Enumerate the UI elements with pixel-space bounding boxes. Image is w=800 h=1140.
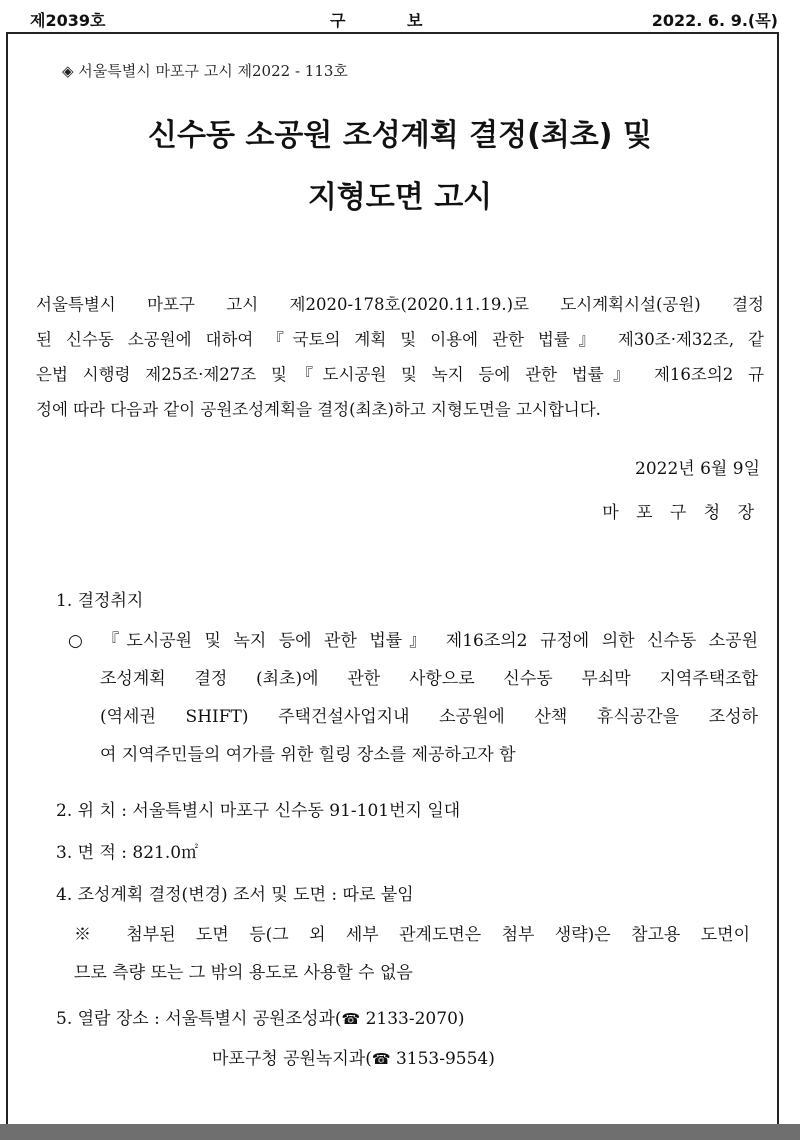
bottom-bar xyxy=(0,1124,800,1140)
page-header xyxy=(0,0,800,30)
publication-date: 2022. 6. 9.(목) xyxy=(651,11,778,30)
section-3-area: 3. 면 적 : 821.0㎡ xyxy=(56,843,199,863)
section-1-line: 여 지역주민들의 여가를 위한 힐링 장소를 제공하고자 함 xyxy=(100,745,516,765)
section-1-line: 조성계획 결정 (최초)에 관한 사항으로 신수동 무쇠막 지역주택조합 xyxy=(100,669,758,689)
section-5-viewing-place-2 xyxy=(212,1044,495,1069)
issue-number: 제2039호 xyxy=(30,11,106,30)
viewing-place-2-phone: 3153-9554) xyxy=(395,1049,495,1069)
intro-paragraph xyxy=(36,287,764,427)
intro-line: 정에 따라 다음과 같이 공원조성계획을 결정(최초)하고 지형도면을 고시합니다. xyxy=(36,400,601,419)
signature-date: 2022년 6월 9일 xyxy=(635,459,760,479)
section-5-viewing-place xyxy=(56,1004,465,1029)
section-1-line: (역세권 SHIFT) 주택건설사업지내 소공원에 산책 휴식공간을 조성하 xyxy=(100,707,758,727)
phone-icon: ☎ xyxy=(341,1010,361,1028)
title-line-1: 신수동 소공원 조성계획 결정(최초) 및 xyxy=(148,118,652,153)
viewing-place-1-phone: 2133-2070) xyxy=(365,1009,465,1029)
publication-name: 구 보 xyxy=(330,11,451,30)
title-line-2: 지형도면 고시 xyxy=(307,180,493,215)
section-4-note xyxy=(74,916,750,992)
section-2-location: 2. 위 치 : 서울특별시 마포구 신수동 91-101번지 일대 xyxy=(56,801,461,821)
section-4-note-line: ※ 첨부된 도면 등(그 외 세부 관계도면은 첨부 생략)은 참고용 도면이 xyxy=(74,925,750,945)
section-1-body xyxy=(68,622,758,774)
signature-authority: 마 포 구 청 장 xyxy=(602,503,760,523)
viewing-place-2-label: 마포구청 공원녹지과( xyxy=(212,1049,372,1069)
intro-line: 된 신수동 소공원에 대하여 『국토의 계획 및 이용에 관한 법률』 제30조·제32조, 같 xyxy=(36,330,764,349)
phone-icon: ☎ xyxy=(371,1050,391,1068)
viewing-place-1-label: 5. 열람 장소 : 서울특별시 공원조성과( xyxy=(56,1009,342,1029)
section-4-attachment: 4. 조성계획 결정(변경) 조서 및 도면 : 따로 붙임 xyxy=(56,885,414,905)
intro-line: 서울특별시 마포구 고시 제2020-178호(2020.11.19.)로 도시계획시설(공원) 결정 xyxy=(36,295,764,314)
section-1-title: 1. 결정취지 xyxy=(56,591,144,611)
notice-number: ◈ 서울특별시 마포구 고시 제2022 - 113호 xyxy=(62,62,348,80)
section-4-note-line: 므로 측량 또는 그 밖의 용도로 사용할 수 없음 xyxy=(74,963,413,983)
intro-line: 은법 시행령 제25조·제27조 및『도시공원 및 녹지 등에 관한 법률』 제16조의2 규 xyxy=(36,365,764,384)
section-1-line: ○ 『도시공원 및 녹지 등에 관한 법률』 제16조의2 규정에 의한 신수동 소공원 xyxy=(68,631,758,651)
